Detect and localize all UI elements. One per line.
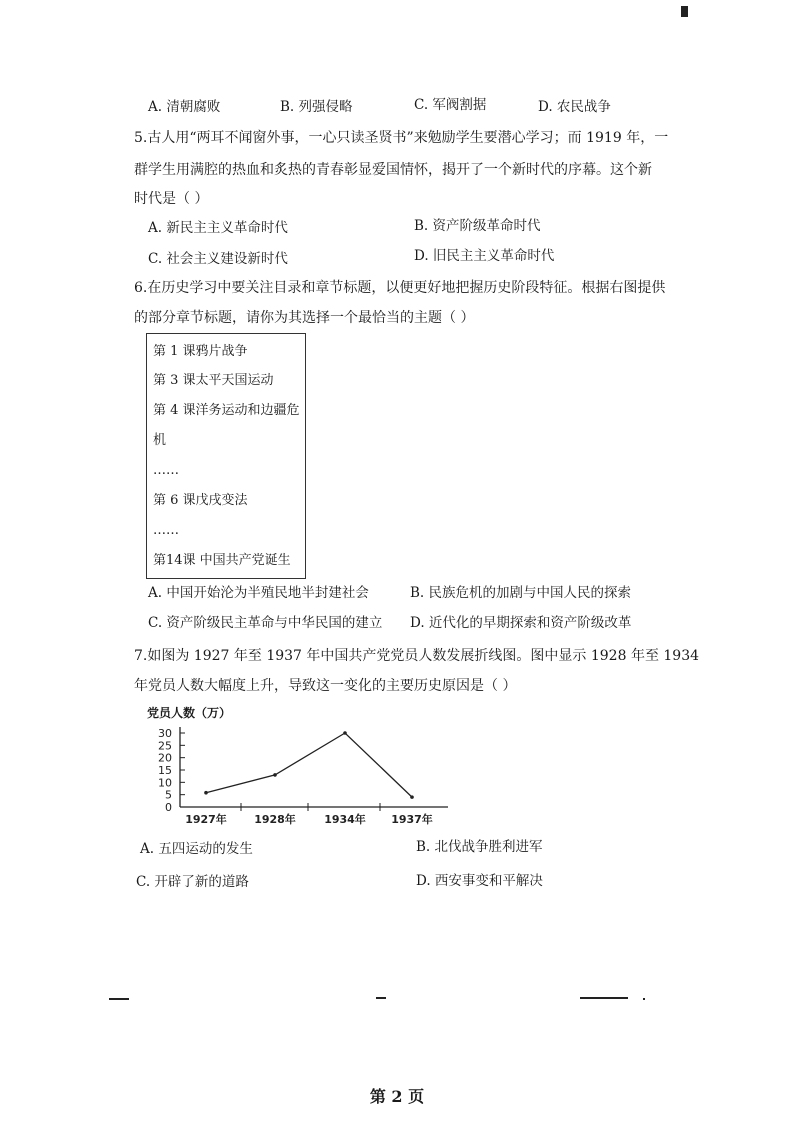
q7-option-c[interactable]: C. 开辟了新的道路 — [136, 874, 249, 890]
chapter-item: 第 3 课太平天国运动 — [153, 373, 274, 388]
chapter-list-box — [146, 333, 306, 579]
chapter-item: 第 1 课鸦片战争 — [153, 344, 248, 359]
footer-dash-left — [109, 998, 129, 1000]
q5-option-b[interactable]: B. 资产阶级革命时代 — [414, 218, 541, 234]
scan-mark — [681, 6, 688, 17]
q5-stem-line-2: 群学生用满腔的热血和炙热的青春彰显爱国情怀，揭开了一个新时代的序幕。这个新 — [134, 162, 652, 178]
q6-option-d[interactable]: D. 近代化的早期探索和资产阶级改革 — [410, 615, 632, 631]
x-tick-label: 1927年 — [185, 813, 227, 826]
q7-stem-line-2: 年党员人数大幅度上升，导致这一变化的主要历史原因是（ ） — [134, 678, 517, 694]
y-tick-label: 20 — [158, 751, 172, 765]
y-tick-label: 10 — [158, 776, 172, 790]
q5-option-a[interactable]: A. 新民主主义革命时代 — [148, 220, 288, 236]
chapter-item: 机 — [153, 433, 167, 448]
q5-option-c[interactable]: C. 社会主义建设新时代 — [148, 251, 288, 267]
footer-dot — [643, 998, 645, 1000]
footer-dash-middle — [376, 997, 386, 999]
q7-option-d[interactable]: D. 西安事变和平解决 — [416, 873, 543, 889]
y-tick-label: 0 — [165, 801, 172, 814]
y-tick-label: 30 — [158, 727, 172, 740]
footer-dash-right — [580, 997, 628, 999]
q6-stem-line-2: 的部分章节标题，请你为其选择一个最恰当的主题（ ） — [134, 310, 475, 326]
q4-option-d[interactable]: D. 农民战争 — [538, 99, 611, 115]
party-membership-line-chart — [140, 722, 460, 826]
q6-option-b[interactable]: B. 民族危机的加剧与中国人民的探索 — [410, 585, 632, 601]
chapter-item: …… — [153, 463, 179, 478]
data-point — [204, 791, 208, 795]
q6-option-c[interactable]: C. 资产阶级民主革命与中华民国的建立 — [148, 615, 383, 631]
y-tick-label: 15 — [158, 764, 172, 777]
y-tick-label: 25 — [158, 739, 172, 753]
q7-option-b[interactable]: B. 北伐战争胜利进军 — [416, 839, 543, 855]
q4-option-c[interactable]: C. 军阀割据 — [414, 97, 487, 113]
data-point — [343, 731, 347, 735]
x-tick-label: 1928年 — [254, 813, 296, 826]
data-point — [273, 773, 277, 777]
y-tick-label: 5 — [165, 788, 172, 802]
q4-option-a[interactable]: A. 清朝腐败 — [148, 99, 221, 115]
series-line — [206, 733, 412, 797]
chapter-item: …… — [153, 523, 179, 538]
q6-option-a[interactable]: A. 中国开始沦为半殖民地半封建社会 — [148, 585, 369, 601]
data-point — [410, 795, 414, 799]
chapter-item: 第14课 中国共产党诞生 — [153, 553, 291, 568]
x-tick-label: 1937年 — [391, 813, 433, 826]
q7-option-a[interactable]: A. 五四运动的发生 — [140, 841, 253, 857]
q6-stem-line-1: 6.在历史学习中要关注目录和章节标题，以便更好地把握历史阶段特征。根据右图提供 — [134, 280, 666, 296]
page-number: 第 2 页 — [369, 1087, 425, 1106]
chart-y-axis-label: 党员人数（万） — [147, 706, 232, 720]
chapter-item: 第 4 课洋务运动和边疆危 — [153, 403, 300, 418]
chapter-item: 第 6 课戊戌变法 — [153, 493, 248, 508]
q4-option-b[interactable]: B. 列强侵略 — [280, 99, 353, 115]
q5-stem-line-1: 5.古人用“两耳不闻窗外事，一心只读圣贤书”来勉励学生要潜心学习；而 1919 年，一 — [134, 130, 669, 146]
q7-stem-line-1: 7.如图为 1927 年至 1937 年中国共产党党员人数发展折线图。图中显示 1928 年至 1934 — [134, 648, 700, 664]
q5-stem-line-3: 时代是（ ） — [134, 191, 209, 207]
x-tick-label: 1934年 — [324, 813, 366, 826]
q5-option-d[interactable]: D. 旧民主主义革命时代 — [414, 248, 555, 264]
